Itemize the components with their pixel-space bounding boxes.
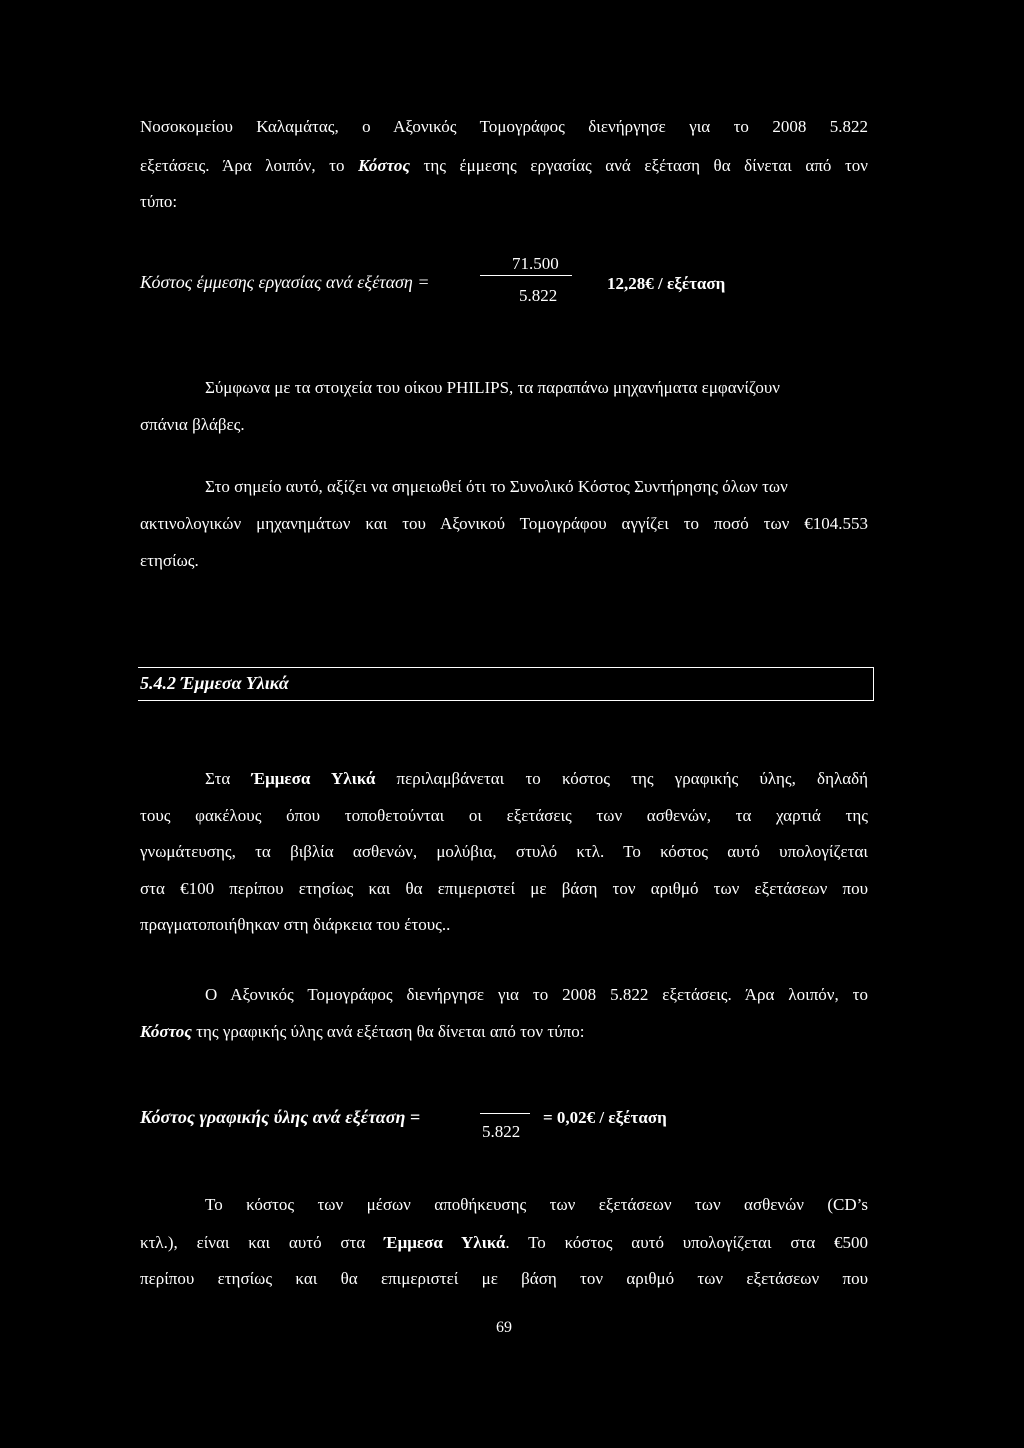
text: Στα	[205, 769, 252, 788]
paragraph-4-line-3: γνωμάτευσης, τα βιβλία ασθενών, μολύβια, στυλό κτλ. Το κόστος αυτό υπολογίζεται	[140, 842, 868, 861]
paragraph-2-line-2: σπάνια βλάβες.	[140, 415, 245, 434]
formula-2-result: = 0,02€ / εξέταση	[543, 1108, 667, 1127]
paragraph-4-line-4: στα €100 περίπου ετησίως και θα επιμεριστεί με βάση τον αριθμό των εξετάσεων που	[140, 879, 868, 898]
paragraph-6-line-1: Το κόστος των μέσων αποθήκευσης των εξετάσεων των ασθενών (CD’s	[205, 1195, 868, 1214]
paragraph-6-line-2	[140, 1234, 868, 1251]
text: περιλαμβάνεται το κόστος της γραφικής ύλης, δηλαδή	[375, 769, 869, 788]
text: της γραφικής ύλης ανά εξέταση θα δίνεται από τον τύπο:	[191, 1022, 585, 1041]
formula-1-fraction-bar	[480, 275, 572, 276]
paragraph-4-line-5: πραγματοποιήθηκαν στη διάρκεια του έτους..	[140, 915, 451, 934]
paragraph-1-line-1: Νοσοκομείου Καλαμάτας, ο Αξονικός Τομογράφος διενήργησε για το 2008 5.822	[140, 117, 868, 136]
paragraph-1-line-2	[140, 157, 868, 174]
formula-1-result: 12,28€ / εξέταση	[607, 274, 726, 293]
section-heading: 5.4.2 Έμμεσα Υλικά	[140, 673, 289, 693]
text: κτλ.), είναι και αυτό στα	[140, 1233, 385, 1252]
paragraph-3-line-3: ετησίως.	[140, 551, 199, 570]
formula-1-label: Κόστος έμμεσης εργασίας ανά εξέταση =	[140, 272, 430, 292]
formula-1-numerator: 71.500	[512, 254, 559, 273]
paragraph-5-line-2	[140, 1023, 584, 1040]
paragraph-4-line-2: τους φακέλους όπου τοποθετούνται οι εξετάσεις των ασθενών, τα χαρτιά της	[140, 806, 868, 825]
page-number: 69	[496, 1319, 512, 1336]
paragraph-1-line-3: τύπο:	[140, 192, 178, 211]
paragraph-3-line-1: Στο σημείο αυτό, αξίζει να σημειωθεί ότι το Συνολικό Κόστος Συντήρησης όλων των	[205, 477, 788, 496]
formula-1-denominator: 5.822	[519, 286, 558, 305]
paragraph-3-line-2: ακτινολογικών μηχανημάτων και του Αξονικού Τομογράφου αγγίζει το ποσό των €104.553	[140, 514, 868, 533]
bold-emmesa-ylika: Έμμεσα Υλικά	[384, 1233, 506, 1252]
paragraph-6-line-3: περίπου ετησίως και θα επιμεριστεί με βάση τον αριθμό των εξετάσεων που	[140, 1269, 868, 1288]
paragraph-2-line-1: Σύμφωνα με τα στοιχεία του οίκου PHILIPS, τα παραπάνω μηχανήματα εμφανίζουν	[205, 378, 780, 397]
emphasis-kostos: Κόστος	[358, 156, 410, 175]
text: εξετάσεις. Άρα λοιπόν, το	[140, 156, 359, 175]
text: της έμμεσης εργασίας ανά εξέταση θα δίνεται από τον	[409, 156, 868, 175]
emphasis-kostos: Κόστος	[140, 1022, 192, 1041]
bold-emmesa-ylika: Έμμεσα Υλικά	[251, 769, 376, 788]
formula-2-fraction-bar	[480, 1113, 530, 1114]
text: . Το κόστος αυτό υπολογίζεται στα €500	[505, 1233, 869, 1252]
paragraph-5-line-1: Ο Αξονικός Τομογράφος διενήργησε για το 2008 5.822 εξετάσεις. Άρα λοιπόν, το	[205, 985, 868, 1004]
paragraph-4-line-1	[205, 770, 868, 787]
formula-2-denominator: 5.822	[482, 1122, 521, 1141]
formula-2-label: Κόστος γραφικής ύλης ανά εξέταση =	[140, 1107, 421, 1127]
